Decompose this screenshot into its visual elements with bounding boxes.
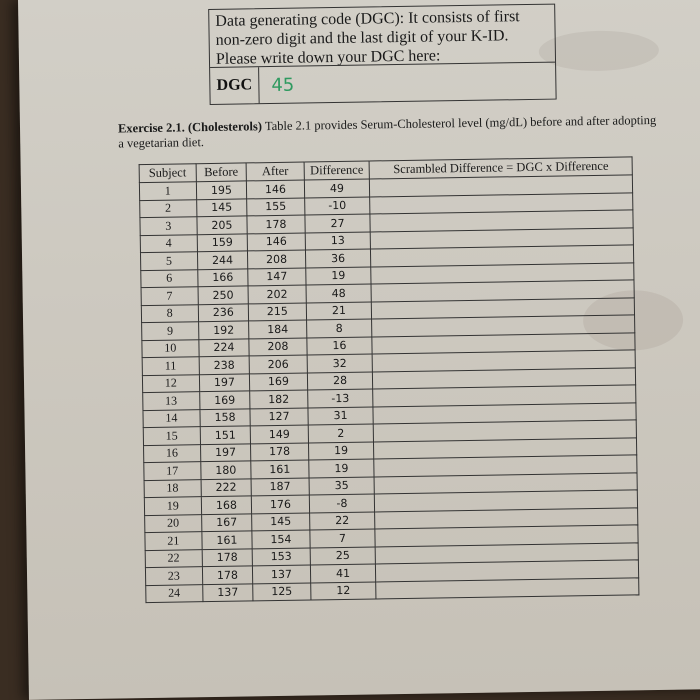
cell-after: 169	[250, 373, 308, 391]
exercise-topic: (Cholesterols)	[187, 119, 263, 135]
cell-subject: 14	[143, 409, 200, 427]
cell-before: 238	[199, 356, 250, 374]
cell-before: 205	[197, 216, 248, 234]
cell-difference: 35	[309, 476, 375, 495]
cell-before: 244	[197, 251, 248, 269]
cell-difference: 19	[308, 441, 374, 460]
cell-difference: 13	[305, 231, 371, 250]
bleed-through-mark	[539, 30, 660, 72]
cell-subject: 8	[141, 304, 198, 322]
cell-difference: 28	[307, 371, 373, 390]
cell-before: 250	[198, 286, 249, 304]
cell-subject: 13	[143, 392, 200, 410]
cell-subject: 10	[142, 339, 199, 357]
cholesterol-table	[139, 156, 640, 603]
cell-difference: 36	[305, 249, 371, 268]
cell-after: 178	[251, 442, 309, 460]
cell-subject: 7	[141, 287, 198, 305]
cell-difference: 32	[307, 354, 373, 373]
cell-after: 155	[247, 198, 305, 216]
cell-difference: 22	[309, 511, 375, 530]
cell-subject: 23	[145, 567, 202, 585]
cell-difference: 41	[310, 564, 376, 583]
cell-after: 145	[252, 512, 310, 530]
header-before: Before	[196, 163, 247, 182]
cell-before: 151	[200, 426, 251, 444]
cell-after: 147	[248, 268, 306, 286]
cell-subject: 11	[142, 357, 199, 375]
cell-after: 215	[249, 303, 307, 321]
cell-after: 153	[252, 547, 310, 565]
cell-after: 187	[251, 477, 309, 495]
cell-subject: 12	[142, 374, 199, 392]
cell-after: 182	[250, 390, 308, 408]
cell-before: 195	[196, 181, 247, 199]
header-difference: Difference	[304, 161, 370, 180]
cell-difference: -8	[309, 494, 375, 513]
cell-after: 127	[250, 408, 308, 426]
cell-before: 178	[202, 566, 253, 584]
cell-difference: 48	[306, 284, 372, 303]
cell-after: 208	[249, 338, 307, 356]
cell-after: 137	[253, 565, 311, 583]
cell-difference: 25	[310, 546, 376, 565]
cell-after: 206	[249, 355, 307, 373]
dgc-row	[210, 63, 556, 104]
dgc-instructions: Data generating code (DGC): It consists of first non-zero digit and the last digit of your K-ID. Please write down your DGC here:	[209, 5, 555, 68]
cell-before: 166	[197, 268, 248, 286]
cell-difference: 16	[306, 336, 372, 355]
cell-subject: 5	[140, 252, 197, 270]
cell-difference: -10	[304, 196, 370, 215]
cell-subject: 6	[141, 269, 198, 287]
table-body	[139, 175, 639, 603]
dgc-label: DGC	[210, 67, 260, 104]
cell-subject: 18	[144, 479, 201, 497]
dgc-handwritten-value[interactable]: 45	[271, 74, 295, 96]
cell-before: 180	[200, 461, 251, 479]
cell-subject: 19	[144, 497, 201, 515]
cell-after: 176	[252, 495, 310, 513]
exercise-title: Exercise 2.1.	[117, 120, 185, 136]
cell-after: 146	[247, 180, 305, 198]
cell-scrambled-difference[interactable]	[376, 577, 639, 599]
cell-difference: 7	[309, 529, 375, 548]
cell-after: 178	[247, 215, 305, 233]
cell-after: 146	[247, 233, 305, 251]
cell-subject: 15	[143, 427, 200, 445]
header-after: After	[246, 162, 304, 181]
cell-subject: 24	[146, 584, 203, 602]
cell-difference: 19	[305, 266, 371, 285]
cell-before: 168	[201, 496, 252, 514]
cell-before: 178	[202, 548, 253, 566]
cell-before: 197	[200, 443, 251, 461]
cell-difference: 19	[308, 459, 374, 478]
cell-difference: 2	[308, 424, 374, 443]
cell-after: 154	[252, 530, 310, 548]
cell-difference: 8	[306, 319, 372, 338]
cell-difference: -13	[307, 389, 373, 408]
cell-before: 169	[199, 391, 250, 409]
cell-before: 145	[196, 198, 247, 216]
cell-difference: 31	[308, 406, 374, 425]
cell-before: 222	[201, 478, 252, 496]
cell-subject: 1	[139, 182, 196, 200]
header-subject: Subject	[139, 164, 196, 183]
cell-before: 161	[201, 531, 252, 549]
cell-before: 197	[199, 373, 250, 391]
header-scrambled-difference: Scrambled Difference = DGC x Difference	[369, 157, 632, 179]
cell-before: 158	[200, 408, 251, 426]
cell-subject: 3	[140, 217, 197, 235]
cell-difference: 12	[310, 581, 376, 600]
cell-subject: 9	[142, 322, 199, 340]
exercise-description	[118, 113, 658, 151]
cell-before: 224	[198, 338, 249, 356]
cell-before: 192	[198, 321, 249, 339]
cell-before: 159	[197, 233, 248, 251]
cell-before: 236	[198, 303, 249, 321]
cell-difference: 49	[304, 179, 370, 198]
dgc-box	[208, 4, 556, 105]
worksheet-page	[18, 0, 700, 700]
cell-subject: 2	[140, 199, 197, 217]
cell-subject: 16	[144, 444, 201, 462]
cell-after: 161	[251, 460, 309, 478]
cell-subject: 21	[145, 532, 202, 550]
cell-before: 167	[201, 513, 252, 531]
cell-after: 125	[253, 582, 311, 600]
cell-subject: 20	[145, 514, 202, 532]
exercise-text: Table 2.1 provides Serum-Cholesterol level (mg/dL) before and after adopting a vegetarian diet.	[118, 112, 657, 151]
cell-before: 137	[202, 583, 253, 601]
cell-subject: 4	[140, 234, 197, 252]
cell-subject: 22	[145, 549, 202, 567]
cell-after: 149	[250, 425, 308, 443]
cell-difference: 27	[305, 214, 371, 233]
cell-subject: 17	[144, 462, 201, 480]
cell-difference: 21	[306, 301, 372, 320]
cell-after: 202	[248, 285, 306, 303]
cell-after: 184	[249, 320, 307, 338]
cell-after: 208	[248, 250, 306, 268]
